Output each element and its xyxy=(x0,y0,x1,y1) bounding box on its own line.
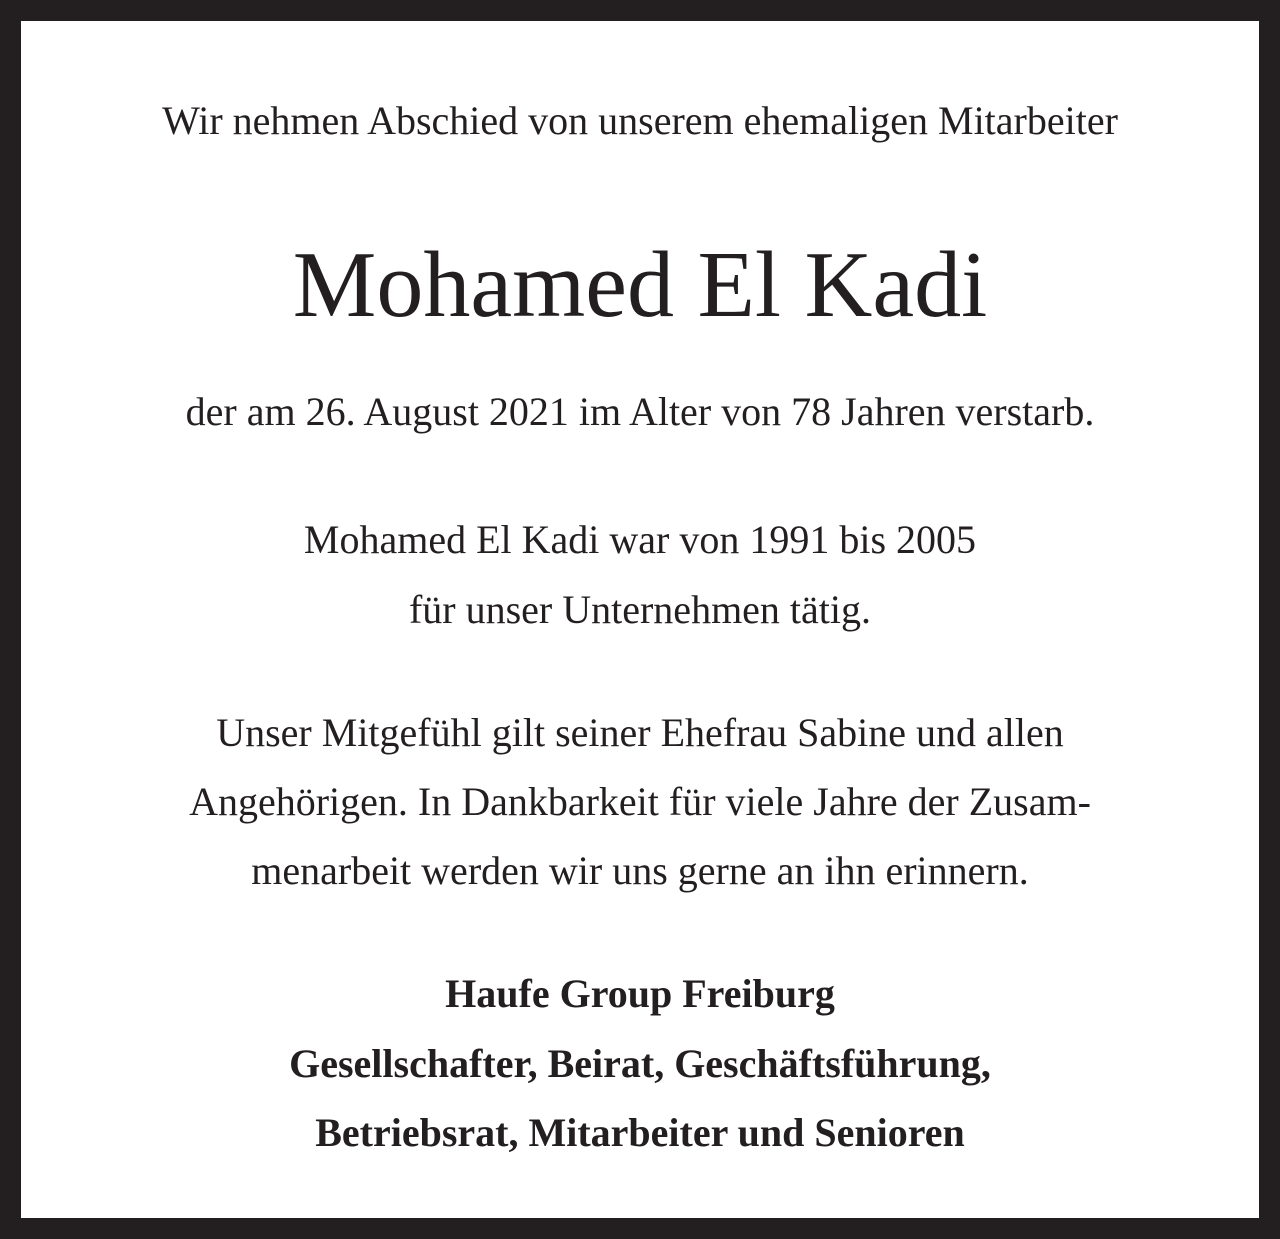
deceased-name: Mohamed El Kadi xyxy=(292,233,988,337)
employment-line-2: für unser Unternehmen tätig. xyxy=(408,587,872,632)
obituary-notice xyxy=(21,21,1259,1218)
condolence-line-3: menarbeit werden wir uns gerne an ihn erinnern. xyxy=(251,848,1029,893)
signature-line-2: Gesellschafter, Beirat, Geschäftsführung, xyxy=(289,1041,991,1086)
condolence-line-2: Angehörigen. In Dankbarkeit für viele Jahre der Zusam- xyxy=(189,779,1091,824)
death-date-line: der am 26. August 2021 im Alter von 78 Jahren verstarb. xyxy=(185,389,1095,434)
employment-line-1: Mohamed El Kadi war von 1991 bis 2005 xyxy=(303,517,977,562)
intro-text: Wir nehmen Abschied von unserem ehemaligen Mitarbeiter xyxy=(162,98,1118,143)
condolence-line-1: Unser Mitgefühl gilt seiner Ehefrau Sabine und allen xyxy=(216,710,1064,755)
signature-line-3: Betriebsrat, Mitarbeiter und Senioren xyxy=(315,1110,965,1155)
signature-company: Haufe Group Freiburg xyxy=(445,971,835,1016)
